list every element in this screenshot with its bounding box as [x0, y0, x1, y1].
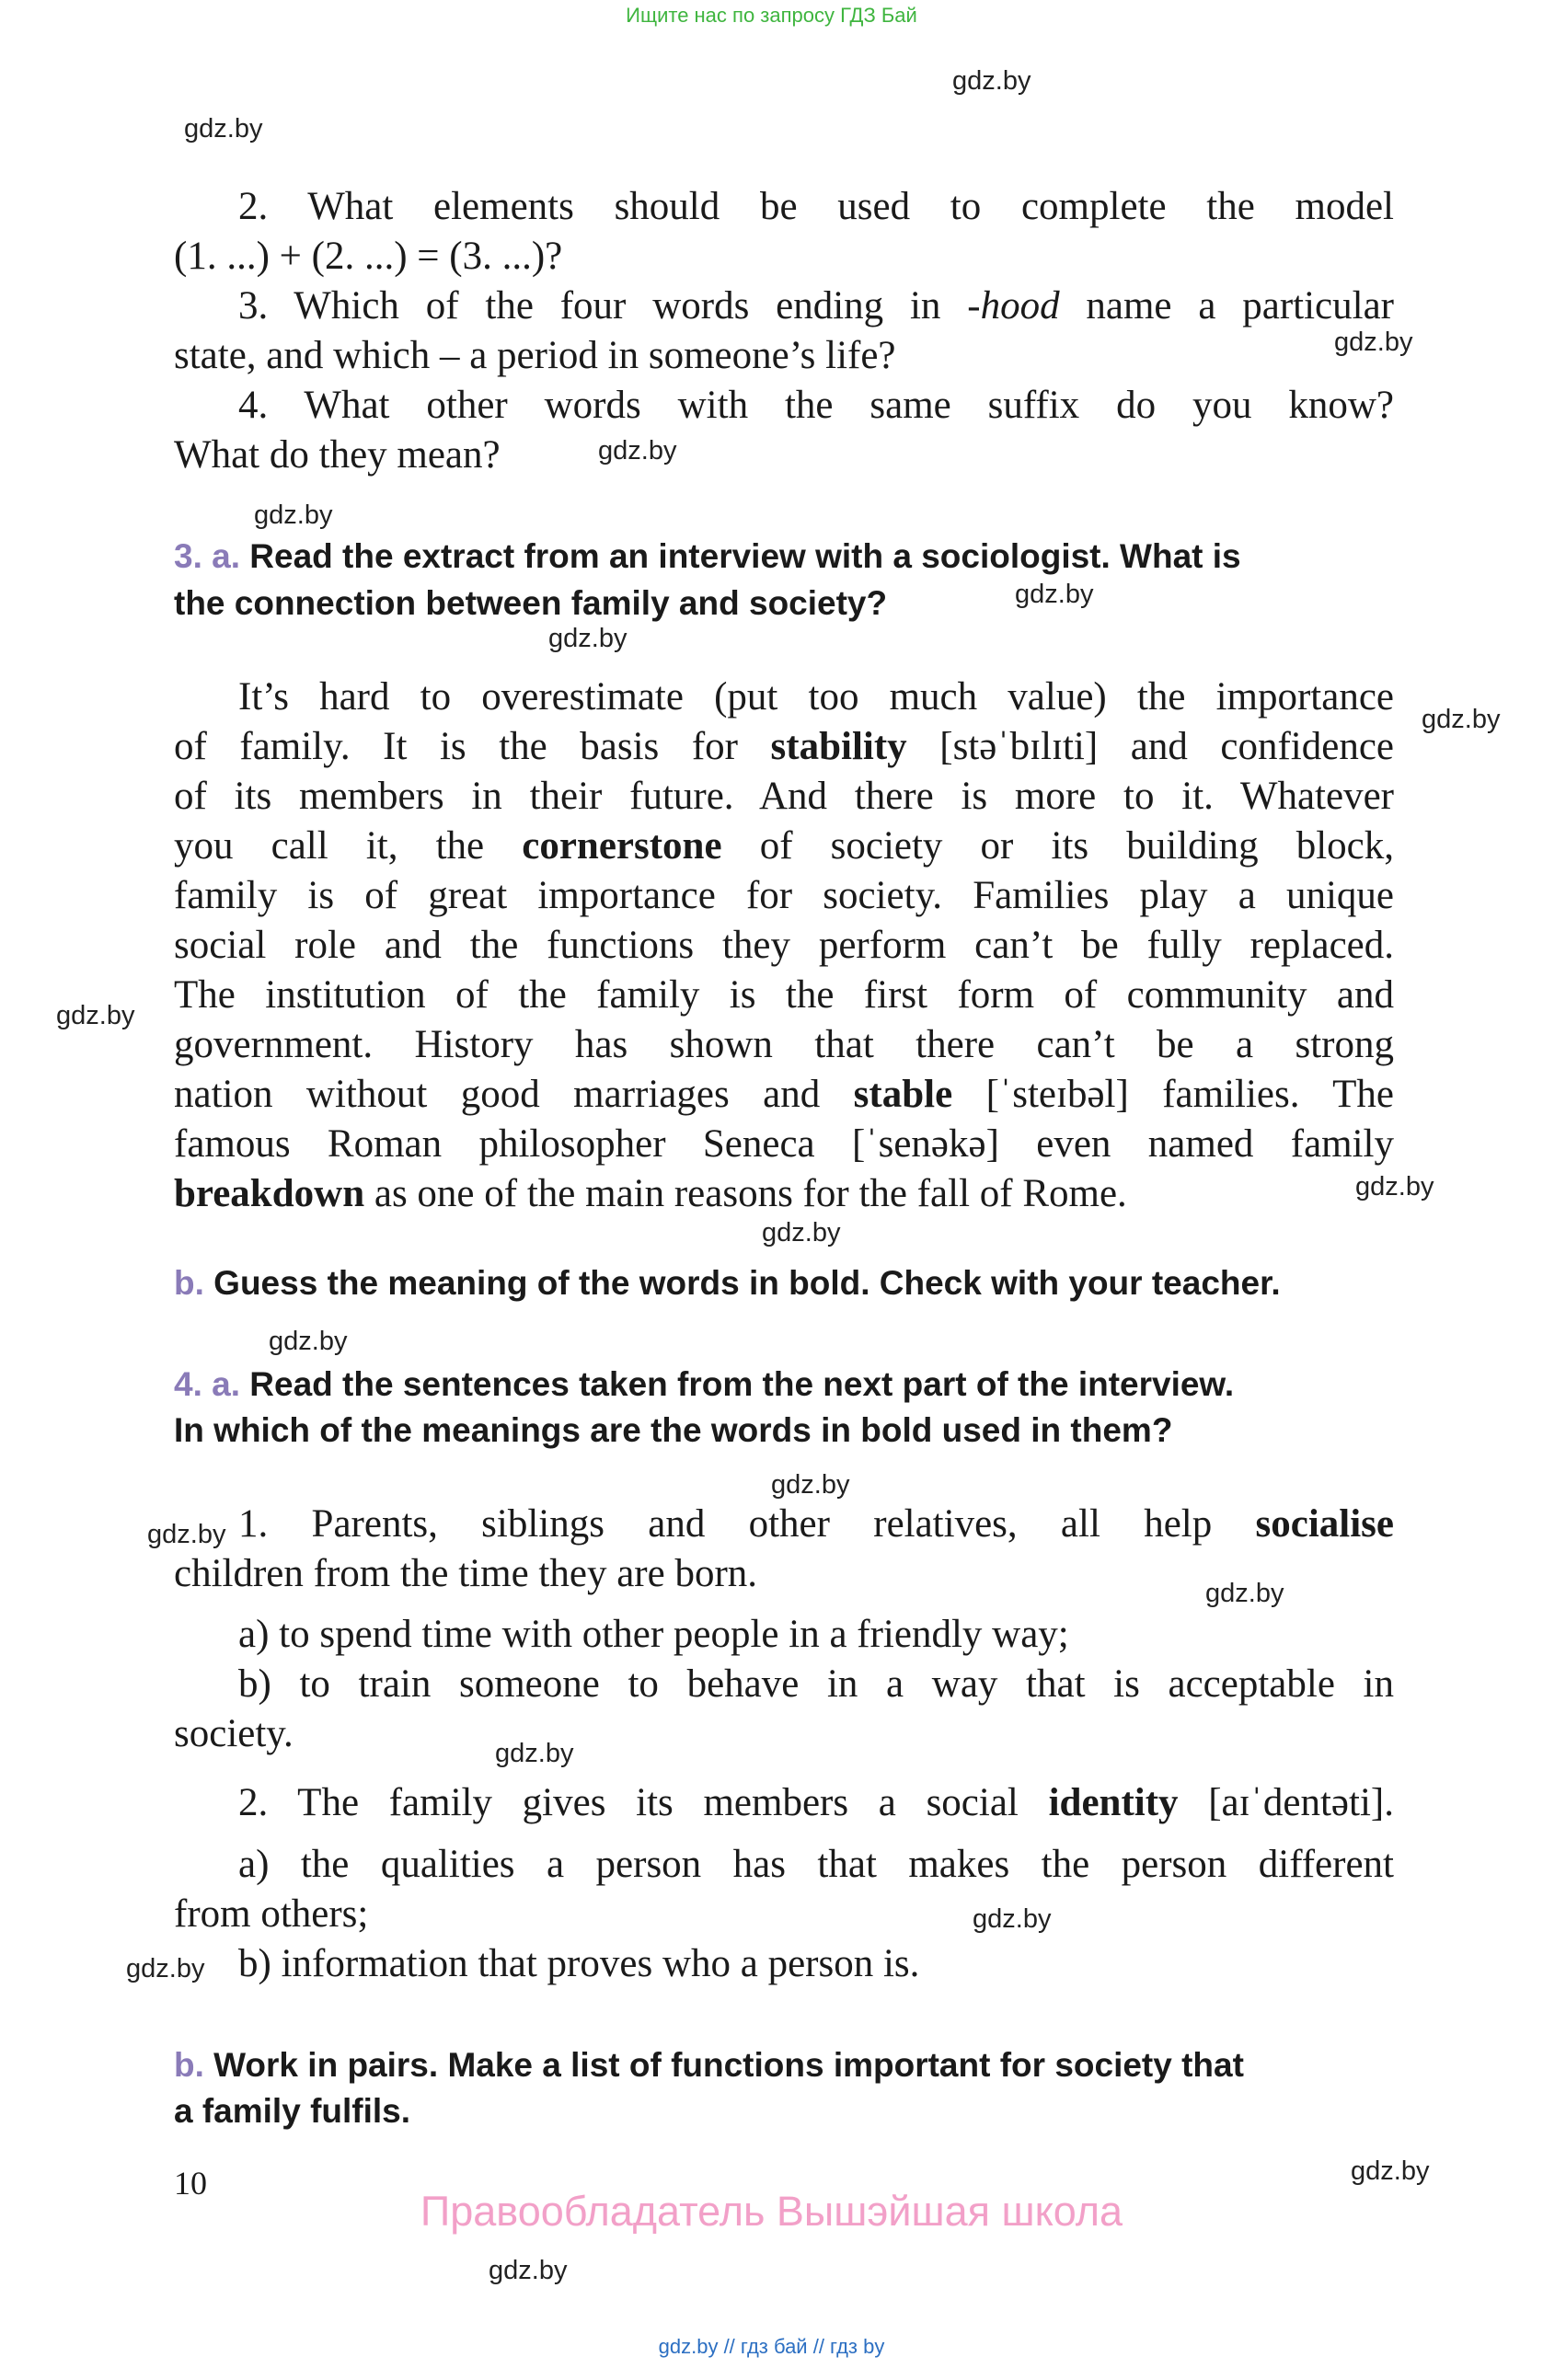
- sentence-1-line2: children from the time they are born.: [174, 1552, 758, 1595]
- question-2-line1: 2. What elements should be used to complete the model: [238, 185, 1394, 228]
- top-banner: Ищите нас по запросу ГДЗ Бай: [626, 4, 917, 27]
- watermark: gdz.by: [269, 1327, 348, 1356]
- question-3-line1: 3. Which of the four words ending in -hood name a particular: [238, 284, 1394, 328]
- task-4a-line1: 4. a. Read the sentences taken from the next part of the interview.: [174, 1365, 1235, 1403]
- question-2-line2: (1. ...) + (2. ...) = (3. ...)?: [174, 235, 563, 278]
- task-3a-line1: 3. a. Read the extract from an interview with a sociologist. What is: [174, 537, 1241, 575]
- sentence-2-line1: 2. The family gives its members a social identity [aɪˈdentəti].: [238, 1781, 1394, 1824]
- watermark: gdz.by: [1015, 580, 1094, 609]
- watermark: gdz.by: [489, 2256, 568, 2285]
- sentence-2-option-a-line1: a) the qualities a person has that makes the person different: [238, 1843, 1394, 1886]
- watermark: gdz.by: [771, 1470, 850, 1500]
- watermark: gdz.by: [147, 1520, 226, 1549]
- watermark: gdz.by: [1205, 1579, 1284, 1608]
- footer-links[interactable]: gdz.by // гдз бай // гдз by: [658, 2335, 885, 2358]
- task-4b-line1: b. Work in pairs. Make a list of functions important for society that: [174, 2046, 1244, 2084]
- extract-line: It’s hard to overestimate (put too much value) the importance: [238, 675, 1394, 719]
- extract-line: The institution of the family is the first form of community and: [174, 973, 1394, 1017]
- sentence-1-option-b-line2: society.: [174, 1712, 294, 1755]
- watermark: gdz.by: [1422, 705, 1501, 734]
- watermark: gdz.by: [762, 1218, 841, 1247]
- watermark: gdz.by: [973, 1904, 1052, 1934]
- watermark: gdz.by: [548, 624, 628, 653]
- watermark: gdz.by: [1351, 2156, 1430, 2186]
- extract-line: you call it, the cornerstone of society or its building block,: [174, 824, 1394, 868]
- page-number: 10: [174, 2165, 207, 2202]
- watermark: gdz.by: [56, 1001, 135, 1030]
- watermark: gdz.by: [254, 500, 333, 530]
- sentence-2-option-a-line2: from others;: [174, 1892, 369, 1936]
- watermark: gdz.by: [952, 66, 1031, 96]
- extract-line: family is of great importance for society. Families play a unique: [174, 874, 1394, 917]
- task-3b: b. Guess the meaning of the words in bold. Check with your teacher.: [174, 1264, 1281, 1302]
- task-4b-line2: a family fulfils.: [174, 2092, 411, 2130]
- task-4a-line2: In which of the meanings are the words in bold used in them?: [174, 1411, 1173, 1449]
- watermark: gdz.by: [184, 114, 263, 144]
- watermark: gdz.by: [1334, 328, 1413, 357]
- extract-line: of family. It is the basis for stability [stəˈbɪlɪti] and confidence: [174, 725, 1395, 768]
- watermark: gdz.by: [1355, 1172, 1434, 1201]
- question-4-line1: 4. What other words with the same suffix do you know?: [238, 384, 1394, 427]
- watermark: gdz.by: [126, 1954, 205, 1983]
- extract-line: breakdown as one of the main reasons for the fall of Rome.: [174, 1172, 1127, 1215]
- sentence-1-line1: 1. Parents, siblings and other relatives, all help socialise: [238, 1502, 1394, 1546]
- question-4-line2: What do they mean?: [174, 433, 501, 477]
- watermark: gdz.by: [598, 436, 677, 466]
- extract-line: of its members in their future. And there is more to it. Whatever: [174, 775, 1394, 818]
- sentence-1-option-a: a) to spend time with other people in a friendly way;: [238, 1613, 1069, 1656]
- copyright-owner: Правообладатель Вышэйшая школа: [420, 2188, 1123, 2235]
- task-3a-line2: the connection between family and society?: [174, 584, 888, 622]
- extract-line: famous Roman philosopher Seneca [ˈsenəkə] even named family: [174, 1122, 1394, 1166]
- sentence-2-option-b: b) information that proves who a person is.: [238, 1942, 920, 1985]
- extract-line: nation without good marriages and stable [ˈsteɪbəl] families. The: [174, 1073, 1394, 1116]
- extract-line: social role and the functions they perform can’t be fully replaced.: [174, 924, 1394, 967]
- extract-line: government. History has shown that there can’t be a strong: [174, 1023, 1394, 1066]
- question-3-line2: state, and which – a period in someone’s life?: [174, 334, 896, 377]
- watermark: gdz.by: [495, 1739, 574, 1768]
- sentence-1-option-b-line1: b) to train someone to behave in a way that is acceptable in: [238, 1662, 1394, 1706]
